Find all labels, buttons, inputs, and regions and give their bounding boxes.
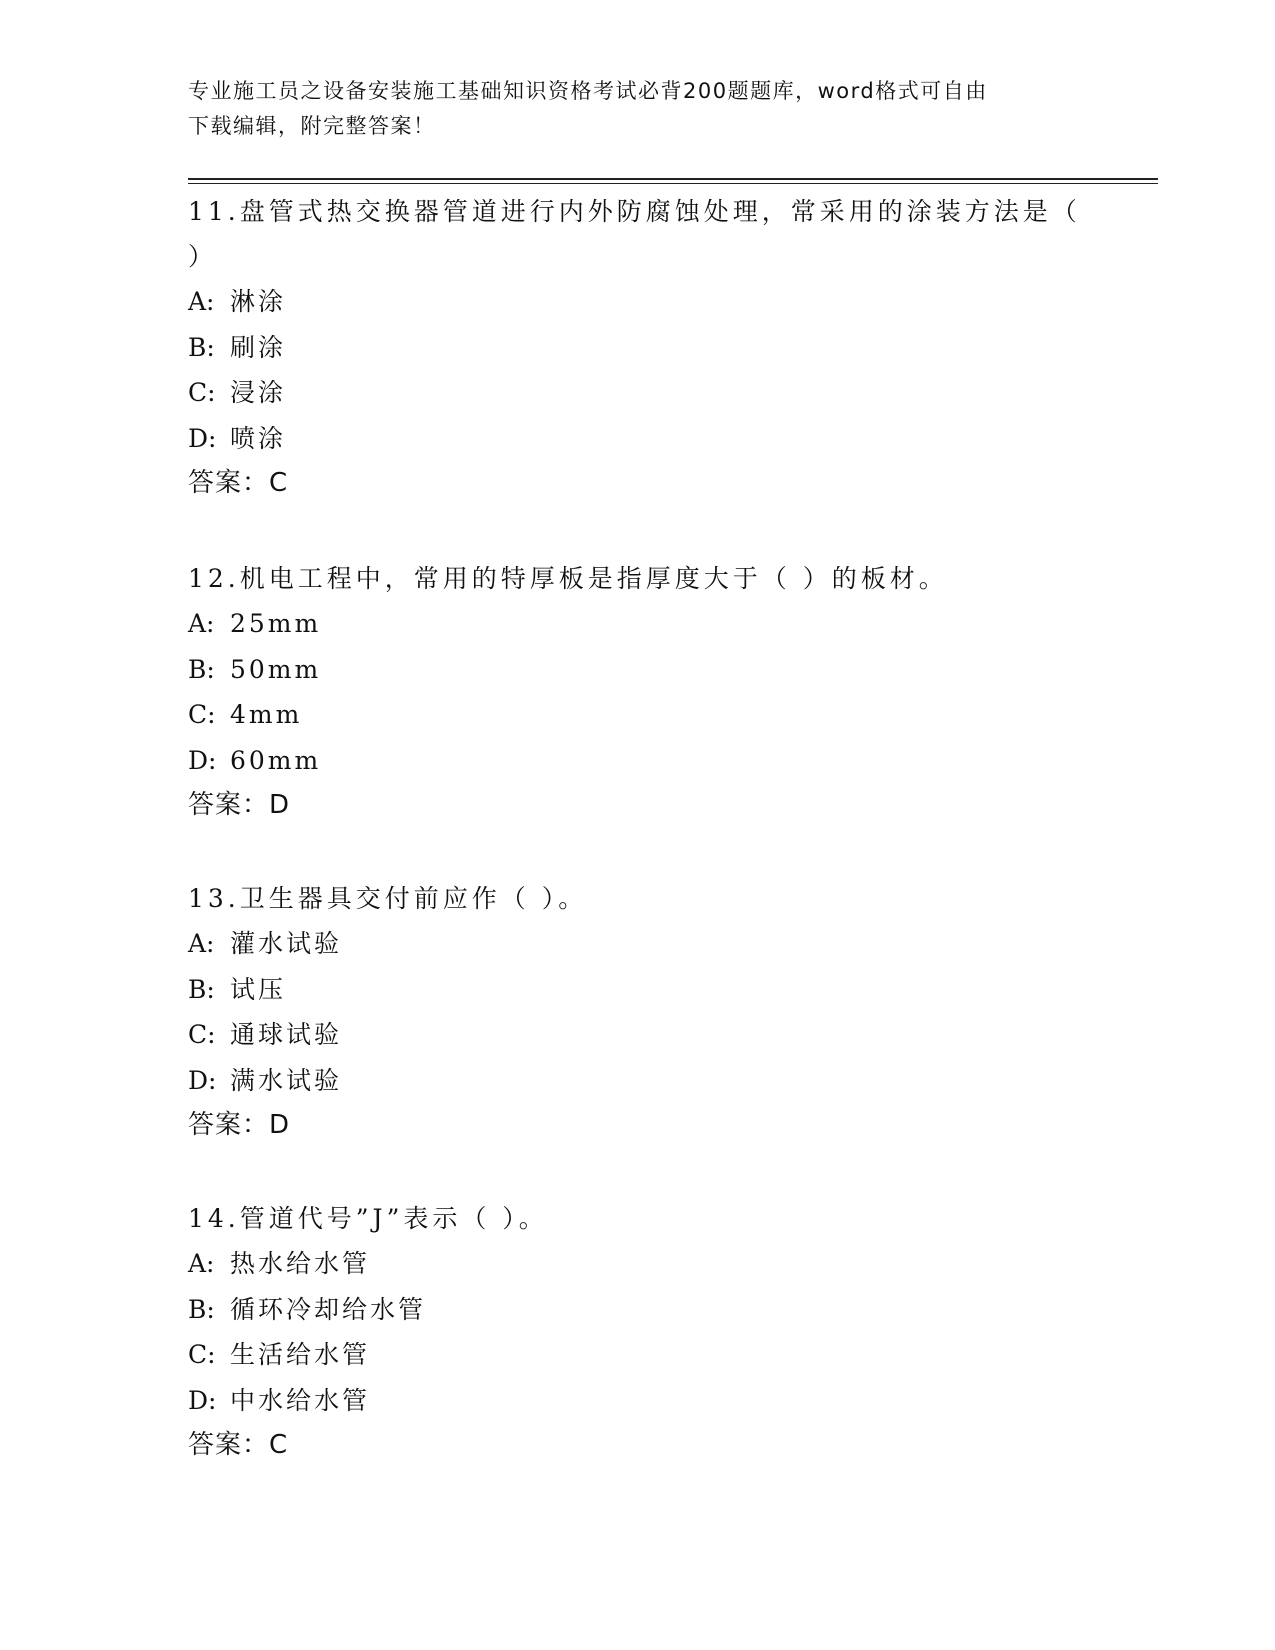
option-letter: D: [188,1065,217,1095]
option-b [188,1287,1088,1333]
option-a [188,601,1088,647]
answer-line: 答案：C [188,1430,289,1461]
option-letter: C: [188,378,216,408]
option-letter: C: [188,700,216,730]
header-divider-thick [188,178,1158,180]
option-b [188,967,1088,1013]
header-line-1: 专业施工员之设备安装施工基础知识资格考试必背200题题库，word格式可自由 [188,79,988,103]
question-number: 14. [188,1204,240,1233]
option-letter: A: [188,1249,215,1278]
question-text: 盘管式热交换器管道进行内外防腐蚀处理，常采用的涂装方法是（ [239,197,1081,226]
option-c [188,1332,1088,1378]
question-number: 12. [188,564,240,593]
option-d [188,1378,1088,1424]
question-text: 机电工程中，常用的特厚板是指厚度大于（ ）的板材。 [239,564,948,593]
answer-line: 答案：C [188,468,289,499]
option-text: 4mm [230,700,303,730]
question-stem [188,189,1088,234]
option-c [188,1012,1088,1058]
option-d [188,738,1088,784]
option-letter: B: [188,1294,215,1324]
question-14 [188,1196,1088,1468]
option-d [188,416,1088,462]
option-c [188,692,1088,738]
option-letter: C: [188,1020,216,1050]
option-d [188,1058,1088,1104]
option-text: 25mm [230,609,322,638]
option-c [188,370,1088,416]
option-b [188,325,1088,371]
option-text: 刷涂 [230,332,287,362]
question-text: 管道代号”J”表示（ ）。 [239,1204,548,1233]
option-text: 通球试验 [230,1020,343,1050]
document-header [188,74,1068,144]
header-divider-thin [188,183,1158,184]
option-letter: A: [188,287,215,316]
answer-line: 答案：D [188,1110,291,1141]
option-a [188,1241,1088,1287]
question-12 [188,556,1088,828]
header-line-2: 下载编辑，附完整答案！ [188,114,436,138]
question-number: 13. [188,884,240,913]
option-letter: C: [188,1340,216,1370]
option-text: 满水试验 [230,1065,343,1095]
option-letter: B: [188,332,215,362]
option-letter: B: [188,654,215,684]
option-letter: D: [188,1385,217,1415]
option-b [188,647,1088,693]
option-text: 灌水试验 [230,929,343,958]
option-text: 循环冷却给水管 [230,1294,427,1324]
option-letter: B: [188,974,215,1004]
option-a [188,279,1088,325]
option-letter: D: [188,423,217,453]
question-stem [188,876,1088,921]
option-text: 淋涂 [230,287,287,316]
option-text: 喷涂 [230,423,287,453]
answer-line: 答案：D [188,790,291,821]
question-text: 卫生器具交付前应作（ ）。 [239,884,588,913]
question-stem-continued: ） [188,242,218,271]
option-text: 50mm [230,654,322,684]
question-stem [188,1196,1088,1241]
question-number: 11. [188,197,240,226]
option-letter: D: [188,745,217,775]
option-letter: A: [188,929,215,958]
question-11 [188,189,1088,506]
option-text: 试压 [230,974,287,1004]
option-a [188,921,1088,967]
option-text: 60mm [230,745,322,775]
question-stem [188,556,1088,601]
question-13 [188,876,1088,1148]
option-text: 热水给水管 [230,1249,371,1278]
option-letter: A: [188,609,215,638]
option-text: 浸涂 [230,378,287,408]
option-text: 中水给水管 [230,1385,371,1415]
option-text: 生活给水管 [230,1340,371,1370]
